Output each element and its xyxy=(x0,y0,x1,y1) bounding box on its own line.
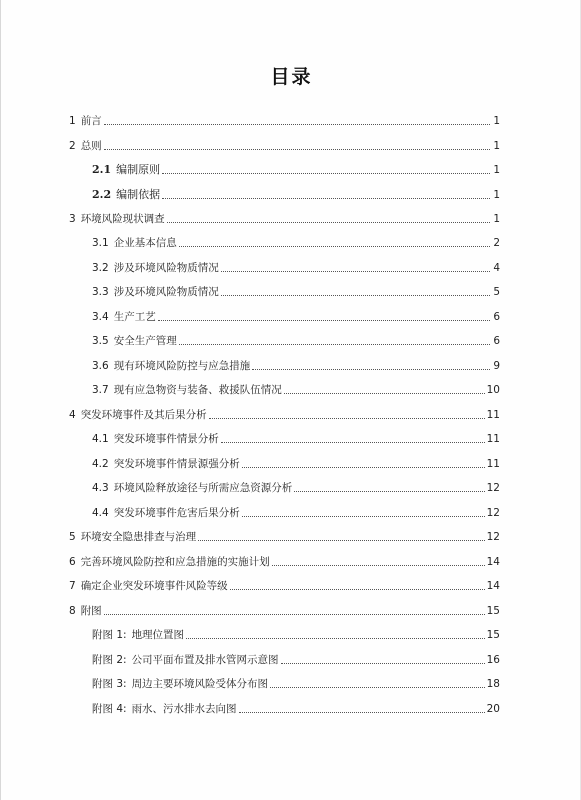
toc-entry-page: 14 xyxy=(486,580,500,592)
toc-entry-number: 3.2 xyxy=(92,262,109,274)
toc-entry-title: 环境风险现状调查 xyxy=(80,213,165,225)
toc-entry-page: 10 xyxy=(486,384,500,396)
toc-entry-title: 前言 xyxy=(80,115,102,127)
toc-entry-number: 5 xyxy=(69,531,76,543)
toc-entry-4[interactable] xyxy=(69,406,500,422)
dot-leader xyxy=(158,319,490,321)
dot-leader xyxy=(294,490,484,492)
toc-entry-title: 突发环境事件及其后果分析 xyxy=(80,409,207,421)
toc-entry-2-1[interactable] xyxy=(92,161,500,177)
toc-entry-title: 确定企业突发环境事件风险等级 xyxy=(80,580,228,592)
dot-leader xyxy=(104,148,490,150)
toc-entry-4-1[interactable] xyxy=(92,430,500,446)
dot-leader xyxy=(242,515,485,517)
toc-entry-page: 11 xyxy=(486,458,500,470)
dot-leader xyxy=(252,368,490,370)
toc-entry-number: 4.3 xyxy=(92,482,109,494)
toc-entry-title: 附图 xyxy=(80,605,102,617)
toc-entry-title: 雨水、污水排水去向图 xyxy=(131,703,237,715)
toc-entry-page: 1 xyxy=(493,189,500,201)
dot-leader xyxy=(209,417,485,419)
toc-entry-1[interactable] xyxy=(69,112,500,128)
toc-entry-title: 企业基本信息 xyxy=(113,237,177,249)
toc-entry-page: 2 xyxy=(493,237,500,249)
toc-entry-number: 4.4 xyxy=(92,507,109,519)
toc-entry-title: 环境风险释放途径与所需应急资源分析 xyxy=(113,482,293,494)
toc-entry-number: 2.2 xyxy=(92,188,112,201)
toc-entry-page: 16 xyxy=(486,654,500,666)
toc-entry-page: 11 xyxy=(486,433,500,445)
toc-entry-number: 3.3 xyxy=(92,286,109,298)
toc-entry-title: 编制原则 xyxy=(116,163,161,176)
dot-leader xyxy=(162,172,490,174)
toc-entry-page: 6 xyxy=(493,311,500,323)
toc-entry-figure-4[interactable] xyxy=(92,700,500,716)
toc-entry-title: 地理位置图 xyxy=(131,629,185,641)
toc-entry-title: 公司平面布置及排水管网示意图 xyxy=(131,654,279,666)
toc-entry-8[interactable] xyxy=(69,602,500,618)
page-title: 目录 xyxy=(270,66,313,88)
toc-entry-number: 3.7 xyxy=(92,384,109,396)
toc-entry-page: 5 xyxy=(493,286,500,298)
toc-entry-2[interactable] xyxy=(69,137,500,153)
dot-leader xyxy=(198,539,484,541)
toc-entry-title: 完善环境风险防控和应急措施的实施计划 xyxy=(80,556,270,568)
toc-entry-page: 12 xyxy=(486,482,500,494)
toc-entry-page: 12 xyxy=(486,507,500,519)
toc-entry-title: 环境安全隐患排查与治理 xyxy=(80,531,197,543)
toc-entry-7[interactable] xyxy=(69,577,500,593)
toc-entry-number: 4.1 xyxy=(92,433,109,445)
dot-leader xyxy=(104,123,490,125)
dot-leader xyxy=(284,392,485,394)
dot-leader xyxy=(272,564,485,566)
dot-leader xyxy=(167,221,490,223)
toc-entry-page: 1 xyxy=(493,140,500,152)
toc-entry-number: 1 xyxy=(69,115,76,127)
toc-entry-title: 编制依据 xyxy=(116,188,161,201)
toc-entry-4-2[interactable] xyxy=(92,455,500,471)
toc-entry-number: 附图 1: xyxy=(92,629,127,641)
dot-leader xyxy=(242,466,485,468)
toc-entry-3-3[interactable] xyxy=(92,283,500,299)
dot-leader xyxy=(230,588,485,590)
dot-leader xyxy=(221,270,490,272)
dot-leader xyxy=(239,711,485,713)
toc-entry-number: 6 xyxy=(69,556,76,568)
toc-entry-page: 11 xyxy=(486,409,500,421)
toc-entry-page: 15 xyxy=(486,605,500,617)
toc-entry-page: 4 xyxy=(493,262,500,274)
toc-entry-page: 1 xyxy=(493,164,500,176)
toc-entry-number: 8 xyxy=(69,605,76,617)
toc-entry-number: 附图 4: xyxy=(92,703,127,715)
toc-entry-number: 2 xyxy=(69,140,76,152)
dot-leader xyxy=(186,637,485,639)
toc-entry-number: 7 xyxy=(69,580,76,592)
toc-entry-3-7[interactable] xyxy=(92,381,500,397)
toc-entry-figure-2[interactable] xyxy=(92,651,500,667)
toc-entry-6[interactable] xyxy=(69,553,500,569)
toc-entry-4-3[interactable] xyxy=(92,479,500,495)
toc-entry-3[interactable] xyxy=(69,210,500,226)
toc-entry-number: 3.5 xyxy=(92,335,109,347)
dot-leader xyxy=(221,441,485,443)
toc-entry-3-4[interactable] xyxy=(92,308,500,324)
toc-entry-number: 附图 3: xyxy=(92,678,127,690)
toc-entry-3-5[interactable] xyxy=(92,332,500,348)
toc-entry-page: 14 xyxy=(486,556,500,568)
toc-entry-title: 生产工艺 xyxy=(113,311,156,323)
toc-entry-figure-3[interactable] xyxy=(92,675,500,691)
toc-entry-2-2[interactable] xyxy=(92,186,500,202)
toc-entry-number: 附图 2: xyxy=(92,654,127,666)
toc-entry-title: 突发环境事件情景源强分析 xyxy=(113,458,240,470)
toc-entry-title: 安全生产管理 xyxy=(113,335,177,347)
toc-entry-title: 现有应急物资与装备、救援队伍情况 xyxy=(113,384,282,396)
toc-entry-title: 涉及环境风险物质情况 xyxy=(113,286,219,298)
toc-entry-title: 突发环境事件情景分析 xyxy=(113,433,219,445)
dot-leader xyxy=(104,613,485,615)
toc-entry-page: 1 xyxy=(493,115,500,127)
toc-entry-5[interactable] xyxy=(69,528,500,544)
toc-entry-title: 突发环境事件危害后果分析 xyxy=(113,507,240,519)
toc-entry-title: 涉及环境风险物质情况 xyxy=(113,262,219,274)
toc-entry-3-1[interactable] xyxy=(92,234,500,250)
toc-entry-title: 总则 xyxy=(80,140,102,152)
toc-entry-title: 周边主要环境风险受体分布图 xyxy=(131,678,269,690)
toc-entry-page: 6 xyxy=(493,335,500,347)
toc-entry-number: 2.1 xyxy=(92,163,112,176)
toc-entry-number: 3.1 xyxy=(92,237,109,249)
toc-entry-page: 9 xyxy=(493,360,500,372)
toc-entry-page: 15 xyxy=(486,629,500,641)
dot-leader xyxy=(162,197,490,199)
dot-leader xyxy=(179,245,490,247)
dot-leader xyxy=(221,294,490,296)
toc-entry-page: 1 xyxy=(493,213,500,225)
dot-leader xyxy=(179,343,490,345)
toc-entry-number: 4 xyxy=(69,409,76,421)
toc-entry-3-6[interactable] xyxy=(92,357,500,373)
toc-entry-page: 18 xyxy=(486,678,500,690)
toc-entry-number: 3.4 xyxy=(92,311,109,323)
toc-entry-title: 现有环境风险防控与应急措施 xyxy=(113,360,251,372)
dot-leader xyxy=(270,686,485,688)
toc-entry-3-2[interactable] xyxy=(92,259,500,275)
toc-entry-number: 3 xyxy=(69,213,76,225)
toc-entry-number: 3.6 xyxy=(92,360,109,372)
toc-entry-number: 4.2 xyxy=(92,458,109,470)
toc-entry-page: 12 xyxy=(486,531,500,543)
dot-leader xyxy=(281,662,485,664)
toc-entry-page: 20 xyxy=(486,703,500,715)
toc-entry-figure-1[interactable] xyxy=(92,626,500,642)
toc-entry-4-4[interactable] xyxy=(92,504,500,520)
